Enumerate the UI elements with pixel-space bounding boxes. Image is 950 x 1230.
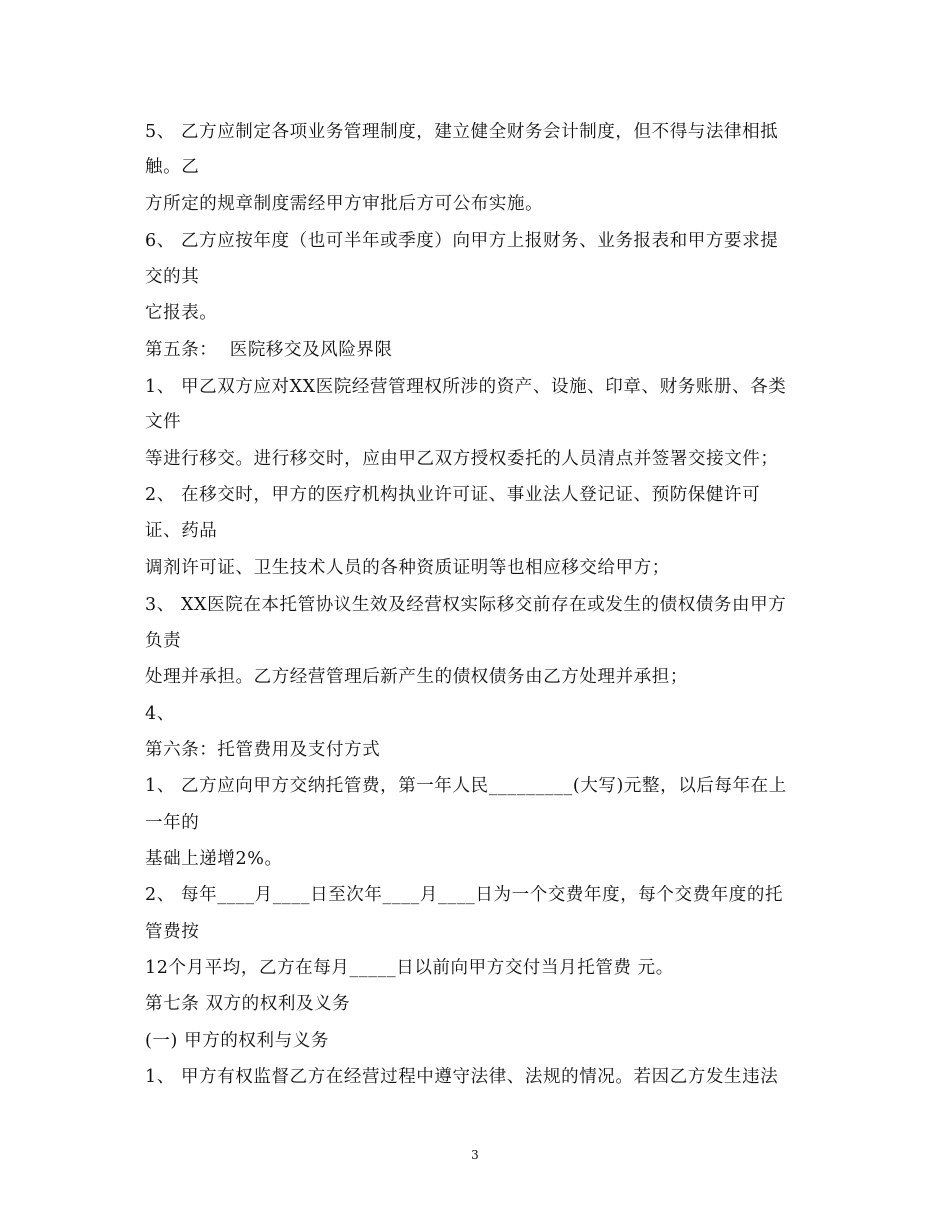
text-line: 调剂许可证、卫生技术人员的各种资质证明等也相应移交给甲方；	[145, 558, 670, 578]
text-line: 管费按	[145, 922, 200, 942]
text-line: 一年的	[145, 813, 200, 833]
text-line: 它报表。	[145, 303, 218, 323]
text-line: 基础上递增2%。	[145, 849, 283, 869]
text-line: 处理并承担。乙方经营管理后新产生的债权债务由乙方处理并承担；	[145, 667, 688, 687]
text-line: 方所定的规章制度需经甲方审批后方可公布实施。	[145, 194, 544, 214]
text-line: 等进行移交。进行移交时，应由甲乙双方授权委托的人员清点并签署交接文件；	[145, 449, 779, 469]
text-line: 2、 在移交时，甲方的医疗机构执业许可证、事业法人登记证、预防保健许可	[145, 485, 761, 505]
text-line: 12个月平均，乙方在每月_____日以前向甲方交付当月托管费 元。	[145, 958, 674, 978]
text-line: 负责	[145, 631, 182, 651]
text-line: 交的其	[145, 267, 200, 287]
text-line: 文件	[145, 412, 182, 432]
text-line: 证、药品	[145, 521, 218, 541]
section-heading: 第七条 双方的权利及义务	[145, 994, 351, 1014]
subsection-heading: (一) 甲方的权利与义务	[145, 1031, 329, 1051]
text-line: 2、 每年____月____日至次年____月____日为一个交费年度，每个交费年度的托	[145, 885, 784, 905]
section-heading: 第五条： 医院移交及风险界限	[145, 340, 393, 360]
text-line: 1、 甲乙双方应对XX医院经营管理权所涉的资产、设施、印章、财务账册、各类	[145, 377, 787, 397]
section-heading: 第六条：托管费用及支付方式	[145, 740, 381, 760]
text-line: 1、 乙方应向甲方交纳托管费，第一年人民_________(大写)元整，以后每年在上	[145, 776, 787, 796]
text-line: 3、 XX医院在本托管协议生效及经营权实际移交前存在或发生的债权债务由甲方	[145, 595, 787, 615]
text-line: 5、 乙方应制定各项业务管理制度，建立健全财务会计制度，但不得与法律相抵	[145, 122, 779, 142]
page-number: 3	[471, 1148, 479, 1162]
text-line: 4、	[145, 704, 175, 724]
text-line: 6、 乙方应按年度（也可半年或季度）向甲方上报财务、业务报表和甲方要求提	[145, 231, 779, 251]
text-line: 触。乙	[145, 157, 200, 177]
text-line: 1、 甲方有权监督乙方在经营过程中遵守法律、法规的情况。若因乙方发生违法	[145, 1067, 779, 1087]
